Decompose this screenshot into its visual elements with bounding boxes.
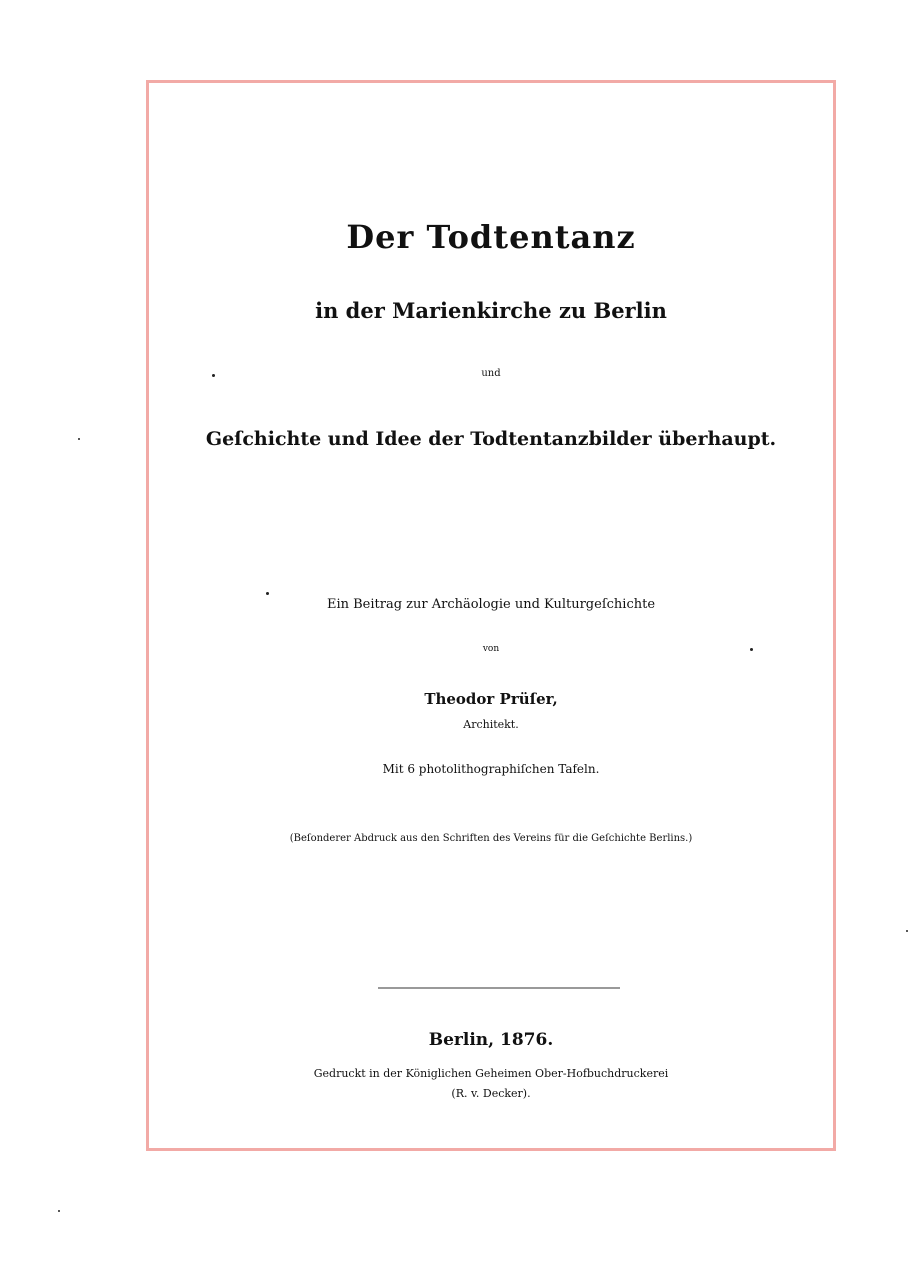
place-year: Berlin, 1876. (428, 1030, 554, 1050)
scan-speck (906, 930, 908, 932)
reprint-note: (Beſonderer Abdruck aus den Schriften des Vereins für die Geſchichte Berlins.) (289, 833, 693, 844)
scan-speck (750, 648, 753, 651)
plates-note: Mit 6 photolithographiſchen Tafeln. (382, 762, 600, 776)
conjunction: und (481, 368, 501, 379)
author-name: Theodor Prüſer, (424, 690, 558, 708)
description: Ein Beitrag zur Archäologie und Kulturgeſchichte (326, 597, 656, 612)
author-role: Architekt. (463, 718, 519, 731)
scan-speck (78, 438, 80, 440)
subtitle-location: in der Marienkirche zu Berlin (315, 298, 667, 323)
scan-speck (266, 592, 269, 595)
divider-rule (378, 987, 620, 989)
printer-name: (R. v. Decker). (451, 1087, 531, 1100)
scan-speck (58, 1210, 60, 1212)
by-label: von (482, 644, 500, 654)
printer-line: Gedruckt in der Königlichen Geheimen Ober-Hofbuchdruckerei (313, 1067, 669, 1080)
subtitle-history: Geſchichte und Idee der Todtentanzbilder überhaupt. (205, 428, 777, 450)
book-title: Der Todtentanz (346, 218, 636, 256)
scan-speck (212, 374, 215, 377)
